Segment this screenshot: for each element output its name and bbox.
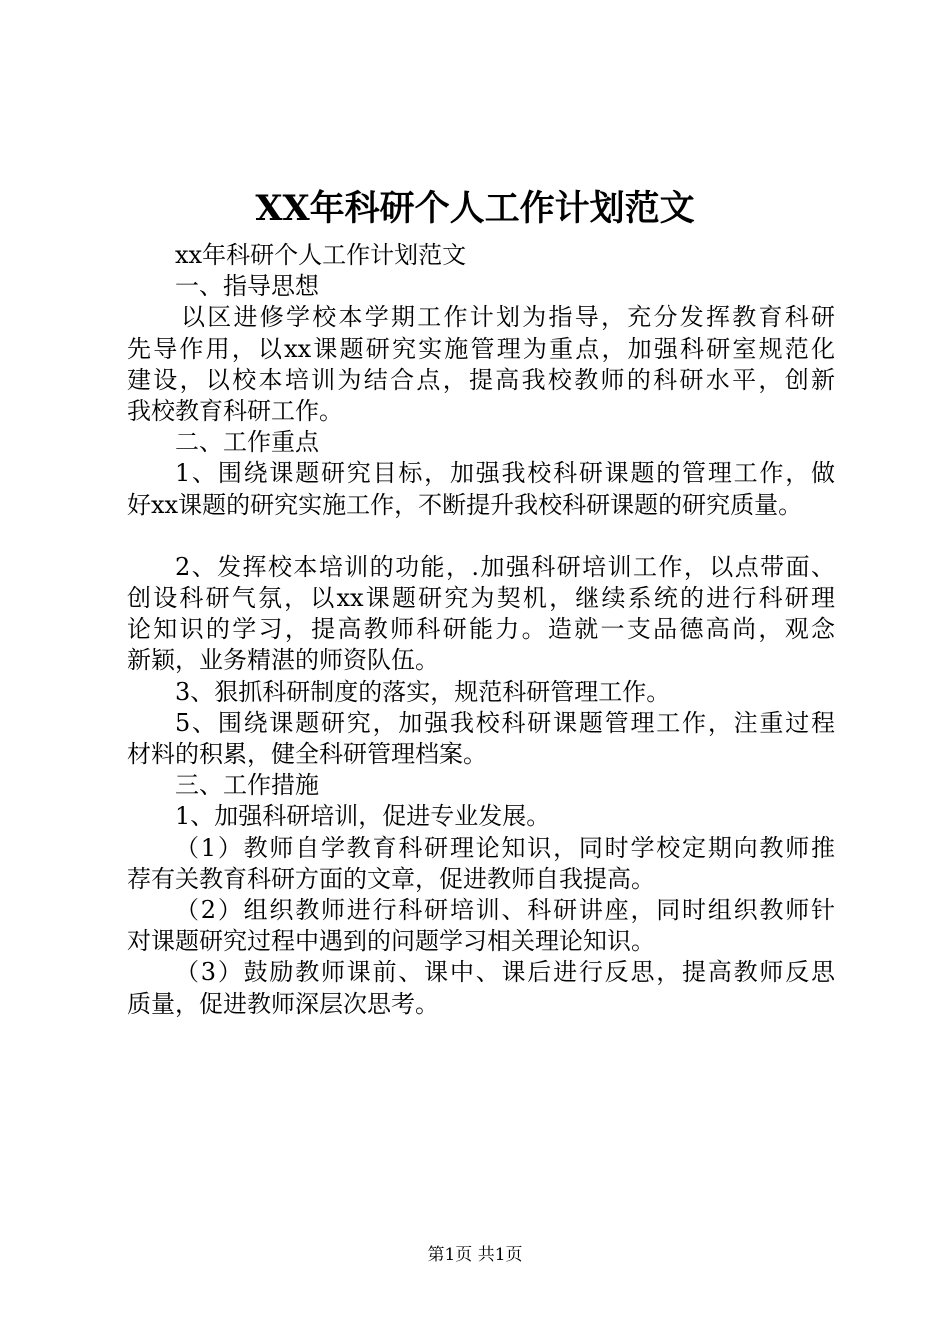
paragraph-line: 材料的积累，健全科研管理档案。 bbox=[127, 740, 487, 769]
paragraph-line: 荐有关教育科研方面的文章，促进教师自我提高。 bbox=[127, 864, 655, 893]
paragraph-line: 三、工作措施 bbox=[175, 771, 319, 800]
paragraph-line: （1）教师自学教育科研理论知识，同时学校定期向教师推 bbox=[175, 833, 835, 862]
paragraph-line: 一、指导思想 bbox=[175, 272, 319, 301]
paragraph-line: 建设，以校本培训为结合点，提高我校教师的科研水平，创新 bbox=[127, 365, 835, 394]
section-heading-work-measures bbox=[127, 770, 835, 801]
paragraph-line: 先导作用，以xx课题研究实施管理为重点，加强科研室规范化 bbox=[127, 334, 835, 363]
paragraph-line: 1、加强科研培训，促进专业发展。 bbox=[175, 802, 551, 831]
paragraph-line: 好xx课题的研究实施工作，不断提升我校科研课题的研究质量。 bbox=[127, 490, 803, 519]
paragraph-measure-1-2 bbox=[127, 895, 835, 957]
page-footer: 第1页 共1页 bbox=[427, 1245, 523, 1265]
paragraph-line: 2、发挥校本培训的功能，.加强科研培训工作，以点带面、 bbox=[175, 552, 835, 581]
paragraph-line: 对课题研究过程中遇到的问题学习相关理论知识。 bbox=[127, 927, 655, 956]
document-title: XX年科研个人工作计划范文 bbox=[255, 188, 695, 229]
paragraph-line: 创设科研气氛，以xx课题研究为契机，继续系统的进行科研理 bbox=[127, 584, 835, 613]
paragraph-measure-1-1 bbox=[127, 833, 835, 895]
paragraph-line: xx年科研个人工作计划范文 bbox=[175, 241, 467, 269]
paragraph-focus-5 bbox=[127, 708, 835, 770]
document-body bbox=[127, 240, 835, 1020]
paragraph-line: 3、狠抓科研制度的落实，规范科研管理工作。 bbox=[175, 677, 671, 706]
paragraph-line: （3）鼓励教师课前、课中、课后进行反思，提高教师反思 bbox=[175, 958, 835, 987]
paragraph-measure-1-3 bbox=[127, 957, 835, 1019]
paragraph-line: （2）组织教师进行科研培训、科研讲座，同时组织教师针 bbox=[175, 896, 835, 925]
paragraph-line: 论知识的学习，提高教师科研能力。造就一支品德高尚，观念 bbox=[127, 615, 835, 644]
doc-subtitle-paragraph bbox=[127, 240, 835, 271]
paragraph-line: 我校教育科研工作。 bbox=[127, 397, 343, 426]
section-heading-work-focus bbox=[127, 427, 835, 458]
paragraph-line: 5、围绕课题研究，加强我校科研课题管理工作，注重过程 bbox=[175, 708, 835, 737]
paragraph-line: 以区进修学校本学期工作计划为指导，充分发挥教育科研 bbox=[181, 303, 835, 332]
paragraph-line: 二、工作重点 bbox=[175, 428, 319, 457]
paragraph-focus-2 bbox=[127, 552, 835, 677]
paragraph-line: 质量，促进教师深层次思考。 bbox=[127, 989, 439, 1018]
paragraph-focus-1 bbox=[127, 458, 835, 520]
section-heading-guiding-ideology bbox=[127, 271, 835, 302]
paragraph-guiding-ideology bbox=[127, 302, 835, 427]
paragraph-focus-3 bbox=[127, 677, 835, 708]
paragraph-gap bbox=[127, 521, 835, 552]
paragraph-line: 新颖，业务精湛的师资队伍。 bbox=[127, 646, 439, 675]
paragraph-measure-1 bbox=[127, 801, 835, 832]
paragraph-line: 1、围绕课题研究目标，加强我校科研课题的管理工作，做 bbox=[175, 459, 835, 488]
